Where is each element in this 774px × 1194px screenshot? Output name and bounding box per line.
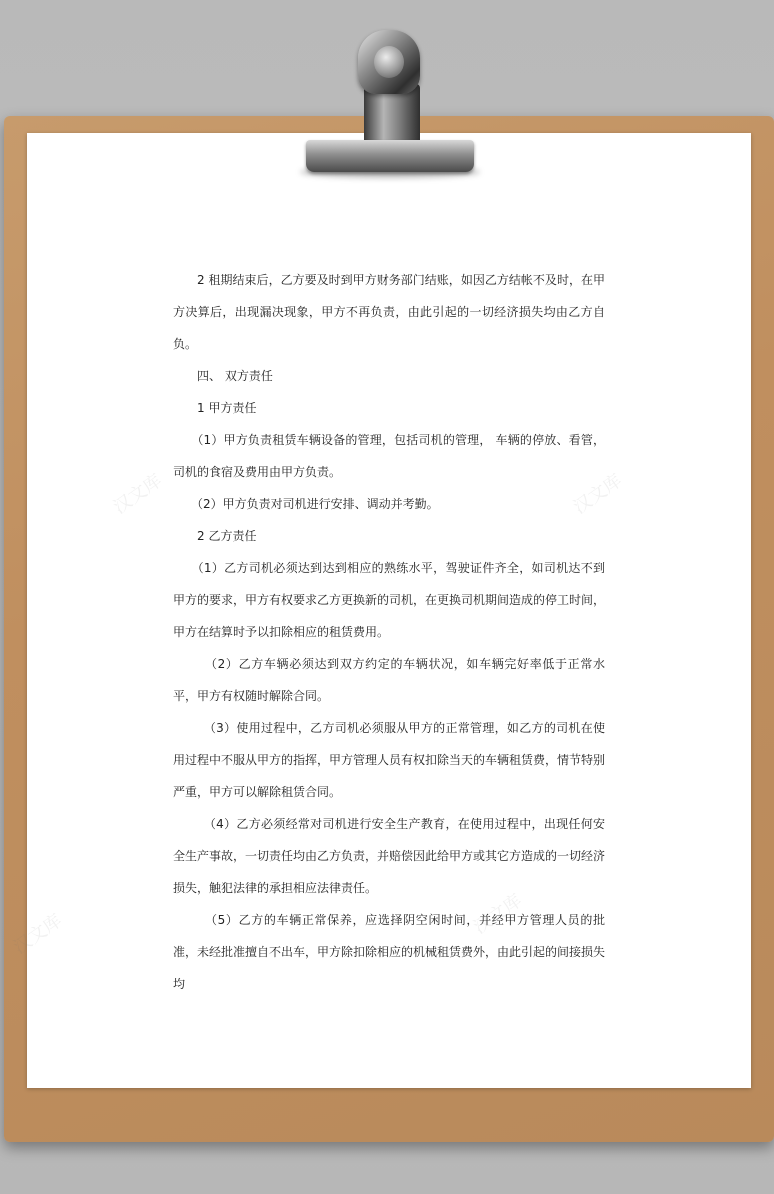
paragraph-settlement: 2 租期结束后，乙方要及时到甲方财务部门结账，如因乙方结帐不及时，在甲方决算后，出现漏决现象，甲方不再负责，由此引起的一切经济损失均由乙方自负。 bbox=[173, 273, 605, 351]
document-body bbox=[173, 264, 605, 1000]
section-heading-responsibilities: 四、 双方责任 bbox=[173, 369, 273, 383]
paragraph-party-a-1: （1）甲方负责租赁车辆设备的管理，包括司机的管理， 车辆的停放、看管，司机的食宿及费用由甲方负责。 bbox=[173, 433, 605, 479]
paragraph-party-b-5: （5）乙方的车辆正常保养，应选择阴空闲时间，并经甲方管理人员的批准，未经批准擅自不出车，甲方除扣除相应的机械租赁费外，由此引起的间接损失均 bbox=[173, 913, 606, 991]
binder-clip-icon bbox=[358, 30, 420, 94]
paragraph-party-a-2: （2）甲方负责对司机进行安排、调动并考勤。 bbox=[173, 497, 439, 511]
watermark: 汉文库 bbox=[109, 470, 167, 519]
paragraph-party-b-4: （4）乙方必须经常对司机进行安全生产教育，在使用过程中，出现任何安全生产事故，一切责任均由乙方负责，并赔偿因此给甲方或其它方造成的一切经济损失，触犯法律的承担相应法律责任。 bbox=[173, 817, 606, 895]
paragraph-party-b-1: （1）乙方司机必须达到达到相应的熟练水平，驾驶证件齐全，如司机达不到甲方的要求，甲方有权要求乙方更换新的司机，在更换司机期间造成的停工时间，甲方在结算时予以扣除相应的租赁费用。 bbox=[173, 561, 606, 639]
watermark: 汉文库 bbox=[569, 470, 626, 519]
subheading-party-a: 1 甲方责任 bbox=[173, 401, 257, 415]
watermark: 汉文库 bbox=[9, 910, 67, 959]
clip-base bbox=[306, 140, 474, 172]
subheading-party-b: 2 乙方责任 bbox=[173, 529, 257, 543]
paragraph-party-b-3: （3）使用过程中，乙方司机必须服从甲方的正常管理，如乙方的司机在使用过程中不服从甲方的指挥，甲方管理人员有权扣除当天的车辆租赁费，情节特别严重，甲方可以解除租赁合同。 bbox=[173, 721, 606, 799]
watermark: 汉文库 bbox=[469, 890, 526, 939]
paragraph-party-b-2: （2）乙方车辆必须达到双方约定的车辆状况，如车辆完好率低于正常水平，甲方有权随时解除合同。 bbox=[173, 657, 605, 703]
